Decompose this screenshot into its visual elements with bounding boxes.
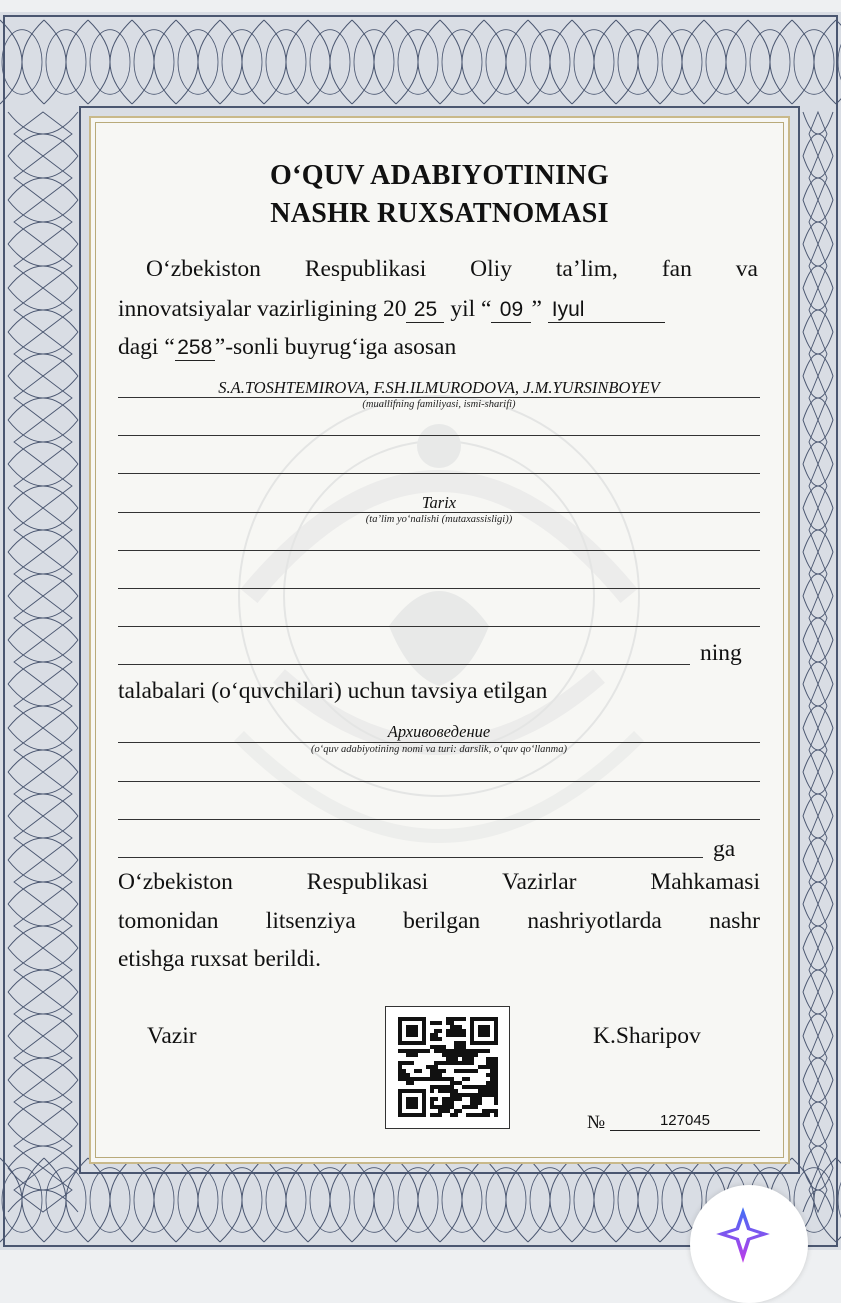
intro-word: Respublikasi bbox=[304, 256, 427, 282]
intro-text: ” bbox=[531, 296, 542, 322]
intro-word: fan bbox=[661, 256, 692, 282]
closing-word: Mahkamasi bbox=[650, 869, 760, 895]
closing-line-3: etishga ruxsat berildi. bbox=[118, 946, 321, 972]
app-logo-icon bbox=[712, 1203, 774, 1265]
blank-rule bbox=[118, 857, 703, 858]
book-rule bbox=[118, 742, 760, 743]
qr-code-icon bbox=[398, 1017, 498, 1117]
book-title-value: Архивоведение bbox=[387, 722, 491, 741]
blank-rule bbox=[118, 626, 760, 627]
signature-role: Vazir bbox=[147, 1023, 197, 1049]
closing-line-2 bbox=[118, 902, 760, 940]
order-number-field: 258 bbox=[175, 336, 215, 361]
app-badge[interactable] bbox=[690, 1185, 808, 1303]
speciality-rule bbox=[118, 512, 760, 513]
day-field: 09 bbox=[491, 298, 531, 323]
year-field: 25 bbox=[406, 298, 444, 323]
recommended-text: talabalari (o‘quvchilari) uchun tavsiya etilgan bbox=[118, 678, 548, 704]
month-field: Iyul bbox=[548, 298, 665, 323]
title-line-1: O‘QUV ADABIYOTINING bbox=[270, 160, 609, 191]
intro-word: va bbox=[735, 256, 758, 282]
intro-line-2 bbox=[118, 290, 665, 328]
closing-line-1 bbox=[118, 863, 760, 901]
blank-rule bbox=[118, 588, 760, 589]
book-hint: (o‘quv adabiyotining nomi va turi: darslik, o‘quv qo‘llanma) bbox=[310, 744, 568, 755]
title-line-2: NASHR RUXSATNOMASI bbox=[270, 198, 609, 229]
ga-suffix: ga bbox=[713, 836, 736, 862]
closing-word: Vazirlar bbox=[502, 869, 577, 895]
authors-rule bbox=[118, 397, 760, 398]
speciality-value: Tarix bbox=[421, 493, 457, 512]
certificate-number: 127045 bbox=[610, 1112, 760, 1131]
closing-word: tomonidan bbox=[118, 908, 219, 934]
blank-rule bbox=[118, 664, 690, 665]
intro-line-3 bbox=[118, 328, 456, 366]
closing-word: nashr bbox=[709, 908, 760, 934]
intro-text: yil “ bbox=[450, 296, 492, 322]
intro-word: Oliy bbox=[470, 256, 512, 282]
closing-word: berilgan bbox=[403, 908, 481, 934]
intro-line-1 bbox=[118, 250, 758, 288]
blank-rule bbox=[118, 819, 760, 820]
intro-text: dagi “ bbox=[118, 334, 175, 360]
closing-word: O‘zbekiston bbox=[118, 869, 233, 895]
closing-word: nashriyotlarda bbox=[527, 908, 662, 934]
signature-name: K.Sharipov bbox=[593, 1023, 701, 1049]
number-label: № bbox=[587, 1112, 606, 1133]
certificate-frame bbox=[0, 12, 841, 1250]
intro-text: ”-sonli buyrug‘iga asosan bbox=[214, 334, 457, 360]
intro-word: O‘zbekiston bbox=[146, 256, 261, 282]
closing-word: litsenziya bbox=[265, 908, 356, 934]
blank-rule bbox=[118, 473, 760, 474]
ning-suffix: ning bbox=[700, 640, 742, 666]
blank-rule bbox=[118, 435, 760, 436]
intro-text: innovatsiyalar vazirligining 20 bbox=[118, 296, 407, 322]
blank-rule bbox=[118, 781, 760, 782]
authors-hint: (muallifning familiyasi, ismi-sharifi) bbox=[362, 399, 516, 410]
blank-rule bbox=[118, 550, 760, 551]
intro-word: ta’lim, bbox=[555, 256, 618, 282]
qr-code[interactable] bbox=[385, 1006, 510, 1129]
speciality-hint: (ta’lim yo‘nalishi (mutaxassisligi)) bbox=[365, 514, 513, 525]
certificate-sheet bbox=[89, 116, 790, 1164]
closing-word: Respublikasi bbox=[306, 869, 429, 895]
authors-value: S.A.TOSHTEMIROVA, F.SH.ILMURODOVA, J.M.YURSINBOYEV bbox=[218, 378, 660, 397]
